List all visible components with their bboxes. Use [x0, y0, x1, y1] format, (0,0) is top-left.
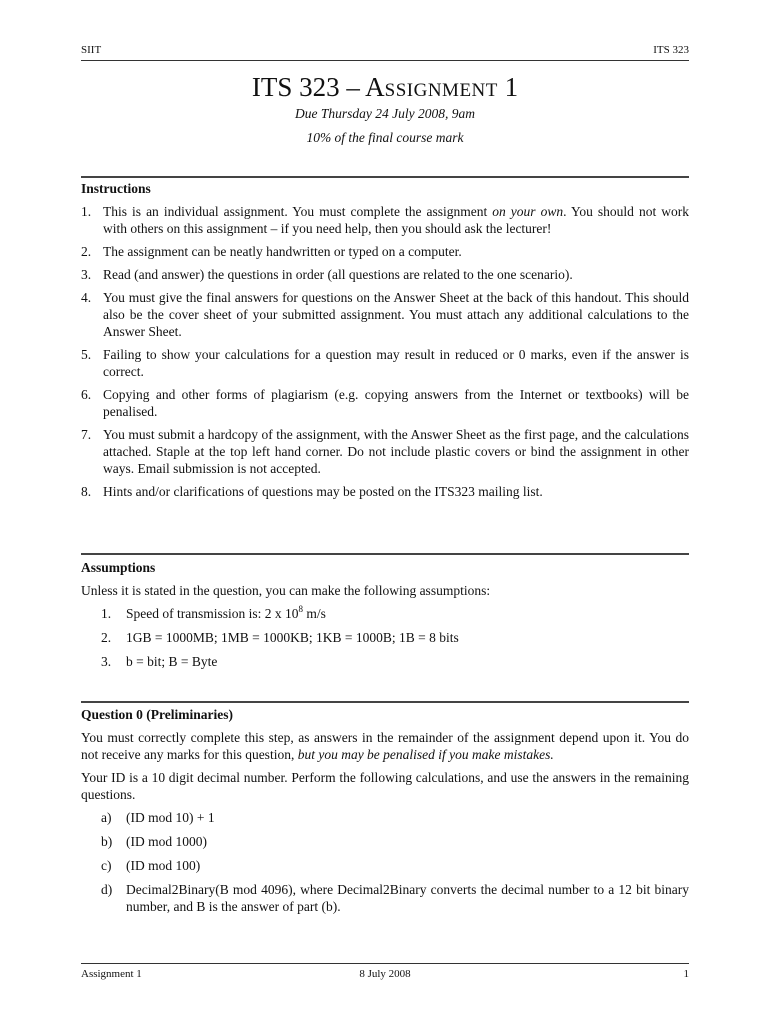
section-divider: [81, 176, 689, 178]
question0-id-text: Your ID is a 10 digit decimal number. Perform the following calculations, and use the answers in the remaining questions.: [81, 770, 689, 802]
item-text: (ID mod 100): [126, 858, 201, 873]
item-emphasis: on your own: [492, 204, 564, 219]
footer-divider: [81, 963, 689, 964]
item-number: c): [101, 858, 112, 873]
list-item: [81, 203, 689, 237]
assumptions-list: [81, 605, 689, 670]
instructions-heading: Instructions: [81, 181, 151, 196]
list-item: [101, 653, 689, 670]
item-number: d): [101, 882, 113, 897]
item-number: 2.: [101, 630, 112, 645]
list-item: [101, 605, 689, 622]
item-text: Read (and answer) the questions in order (all questions are related to the one scenario).: [103, 267, 573, 282]
item-text: Hints and/or clarifications of questions may be posted on the ITS323 mailing list.: [103, 484, 543, 499]
header-divider: [81, 60, 689, 61]
assumptions-heading: Assumptions: [81, 560, 156, 575]
page-title: [0, 72, 770, 103]
item-number: 6.: [81, 387, 92, 402]
due-date: Due Thursday 24 July 2008, 9am: [295, 106, 475, 121]
section-divider: [81, 553, 689, 555]
footer-date: 8 July 2008: [359, 968, 411, 980]
item-text: Decimal2Binary(B mod 4096), where Decimal2Binary converts the decimal number to a 12 bit binary number, and B is the answer of part (b).: [126, 882, 689, 914]
item-number: 4.: [81, 290, 92, 305]
item-number: 1.: [101, 606, 112, 621]
footer-left: Assignment 1: [81, 968, 142, 980]
item-number: 3.: [81, 267, 92, 282]
header-right: ITS 323: [653, 44, 689, 56]
question0-section: [81, 706, 689, 922]
list-item: [101, 809, 689, 826]
list-item: [101, 629, 689, 646]
assumptions-intro: Unless it is stated in the question, you can make the following assumptions:: [81, 583, 491, 598]
instructions-section: [81, 180, 689, 506]
question0-heading: Question 0 (Preliminaries): [81, 707, 233, 722]
list-item: [81, 386, 689, 420]
page-number: 1: [683, 968, 689, 980]
title-suffix: 1: [497, 72, 519, 102]
list-item: [81, 243, 689, 260]
title-prefix: ITS 323 – A: [251, 72, 385, 102]
header-left: SIIT: [81, 44, 102, 56]
intro-text: You must correctly complete this step, as answers in the remainder of the assignment depend upon it. You do not receive any marks for this question,: [81, 730, 689, 762]
item-text: Failing to show your calculations for a question may result in reduced or 0 marks, even if the answer is correct.: [103, 347, 689, 379]
item-text: You must submit a hardcopy of the assignment, with the Answer Sheet as the first page, and the calculations attached. Staple at the top left hand corner. Do not include plastic covers or bind the assignment in other ways. Email submission is not accepted.: [103, 427, 689, 476]
item-text: Speed of transmission is: 2 x 10: [126, 606, 299, 621]
list-item: [81, 289, 689, 340]
item-text: (ID mod 1000): [126, 834, 207, 849]
item-number: 1.: [81, 204, 92, 219]
list-item: [101, 857, 689, 874]
item-text: Copying and other forms of plagiarism (e.g. copying answers from the Internet or textbooks) will be penalised.: [103, 387, 689, 419]
list-item: [101, 881, 689, 915]
page-header: [81, 44, 689, 58]
item-number: a): [101, 810, 112, 825]
exponent: 8: [298, 604, 303, 614]
item-text: You must give the final answers for questions on the Answer Sheet at the back of this handout. This should also be the cover sheet of your submitted assignment. You must attach any additional calculations to the Answer Sheet.: [103, 290, 689, 339]
item-text: This is an individual assignment. You must complete the assignment: [103, 204, 493, 219]
item-number: 8.: [81, 484, 92, 499]
question0-list: [81, 809, 689, 915]
item-number: 3.: [101, 654, 112, 669]
section-divider: [81, 701, 689, 703]
list-item: [81, 426, 689, 477]
list-item: [101, 833, 689, 850]
item-number: b): [101, 834, 113, 849]
item-number: 2.: [81, 244, 92, 259]
item-number: 7.: [81, 427, 92, 442]
question0-intro: [81, 729, 689, 763]
item-text: The assignment can be neatly handwritten or typed on a computer.: [103, 244, 462, 259]
item-text: b = bit; B = Byte: [126, 654, 218, 669]
list-item: [81, 266, 689, 283]
item-text: . You should not work with others on this assignment – if you need help, then you should ask the lecturer!: [103, 204, 689, 236]
intro-emphasis: but you may be penalised if you make mistakes.: [297, 747, 554, 762]
item-text: (ID mod 10) + 1: [126, 810, 215, 825]
item-text: 1GB = 1000MB; 1MB = 1000KB; 1KB = 1000B; 1B = 8 bits: [126, 630, 459, 645]
item-text: m/s: [303, 606, 326, 621]
instructions-list: [81, 203, 689, 500]
list-item: [81, 483, 689, 500]
course-weight: 10% of the final course mark: [306, 130, 464, 145]
assumptions-section: [81, 559, 689, 677]
title-small-caps: SSIGNMENT: [384, 80, 498, 101]
list-item: [81, 346, 689, 380]
page-footer: [81, 968, 689, 982]
item-number: 5.: [81, 347, 92, 362]
